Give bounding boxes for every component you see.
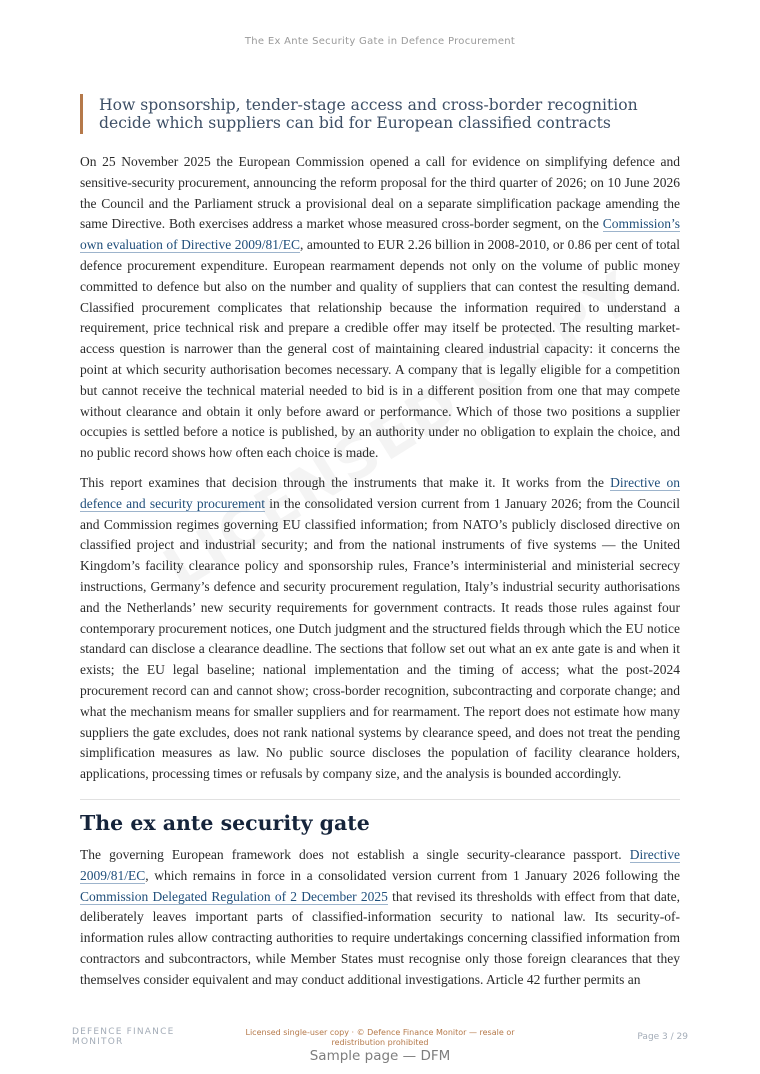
page-content bbox=[80, 94, 680, 999]
paragraph-text: The governing European framework does not establish a single security-clearance passport. bbox=[80, 846, 630, 862]
footer-brand-line: MONITOR bbox=[72, 1037, 124, 1047]
evaluation-link[interactable]: Commission’s own evaluation of Directive 2009/81/EC bbox=[80, 216, 680, 253]
footer-license-notice: Licensed single-user copy · © Defence Finance Monitor — resale or redistribution prohibited bbox=[245, 1028, 515, 1047]
directive-link[interactable]: Directive on defence and security procurement bbox=[80, 474, 680, 511]
running-header: The Ex Ante Security Gate in Defence Procurement bbox=[244, 36, 516, 47]
paragraph-text: that revised its thresholds with effect from that date, deliberately leaves important parts of classified-information security to national law. Its security-of-information rules allow contracting authorities to require undertakings concerning classified information from contractors and subcontractors, while Member States must recognise only those foreign clearances that they themselves consider equivalent and may conduct additional investigations. Article 42 further permits an bbox=[80, 888, 680, 987]
page-number: Page 3 / 29 bbox=[637, 1032, 688, 1042]
body-paragraph bbox=[80, 152, 680, 464]
pull-quote-line: decide which suppliers can bid for European classified contracts bbox=[99, 114, 611, 132]
paragraph-text: in the consolidated version current from 1 January 2026; from the Council and Commission regimes governing EU classified information; from NATO’s publicly disclosed directive on classified project and industrial security; and from the national instruments of five systems — the United Kingdom’s facility clearance policy and sponsorship rules, France’s interministerial and ministerial secrecy instructions, Germany’s defence and security procurement regulation, Italy’s industrial security authorisations and the Netherlands’ new security requirements for government contracts. It reads those rules against four contemporary procurement notices, one Dutch judgment and the structured fields through which the EU notice standard can disclose a clearance deadline. The sections that follow set out what an ex ante gate is and when it exists; the EU legal baseline; national implementation and the timing of access; what the post-2024 procurement record can and cannot show; cross-border recognition, subcontracting and corporate change; and what the mechanism means for smaller suppliers and for rearmament. The report does not estimate how many suppliers the gate excludes, does not rank national systems by clearance speed, and does not treat the pending simplification measures as law. No public source discloses the population of facility clearance holders, applications, processing times or refusals by company size, and the analysis is bounded accordingly. bbox=[80, 495, 680, 782]
paragraph-text: This report examines that decision through the instruments that make it. It works from the bbox=[80, 474, 611, 490]
delegated-regulation-link[interactable]: Commission Delegated Regulation of 2 December 2025 bbox=[80, 888, 388, 904]
footer-brand bbox=[72, 1027, 174, 1047]
body-paragraph bbox=[80, 845, 680, 991]
paragraph-text: , which remains in force in a consolidated version current from 1 January 2026 following the bbox=[145, 867, 680, 883]
directive-2009-81-link[interactable]: Directive 2009/81/EC bbox=[80, 846, 680, 883]
paragraph-text: On 25 November 2025 the European Commission opened a call for evidence on simplifying defence and sensitive-security procurement, announcing the reform proposal for the third quarter of 2026; on 10 June 2026 the Council and the Parliament struck a provisional deal on a separate simplification package amending the same Directive. Both exercises address a market whose measured cross-border segment, on the bbox=[80, 154, 680, 232]
paragraph-text: , amounted to EUR 2.26 billion in 2008-2010, or 0.86 per cent of total defence procurement expenditure. European rearmament depends not only on the volume of public money committed to defence but also on the number and quality of suppliers that can contest the resulting demand. Classified procurement complicates that relationship because the information required to understand a requirement, price technical risk and prepare a credible offer may itself be protected. The resulting market-access question is narrower than the general cost of maintaining cleared industrial capacity: it concerns the point at which security authorisation becomes necessary. A company that is legally eligible for a competition but cannot receive the technical material needed to bid is in a different position from one that may compete without clearance and obtain it only before award or performance. Which of those two positions a supplier occupies is settled before a notice is published, by an authority under no obligation to explain the choice, and no public record shows how often each choice is made. bbox=[80, 237, 680, 461]
footer-brand-line: DEFENCE FINANCE bbox=[72, 1027, 175, 1037]
body-paragraph bbox=[80, 473, 680, 785]
section-divider bbox=[80, 799, 680, 800]
sample-label: Sample page — DFM bbox=[309, 1048, 451, 1064]
section-heading: The ex ante security gate bbox=[80, 810, 370, 835]
pull-quote bbox=[80, 94, 680, 134]
pull-quote-line: How sponsorship, tender-stage access and cross-border recognition bbox=[99, 96, 638, 114]
